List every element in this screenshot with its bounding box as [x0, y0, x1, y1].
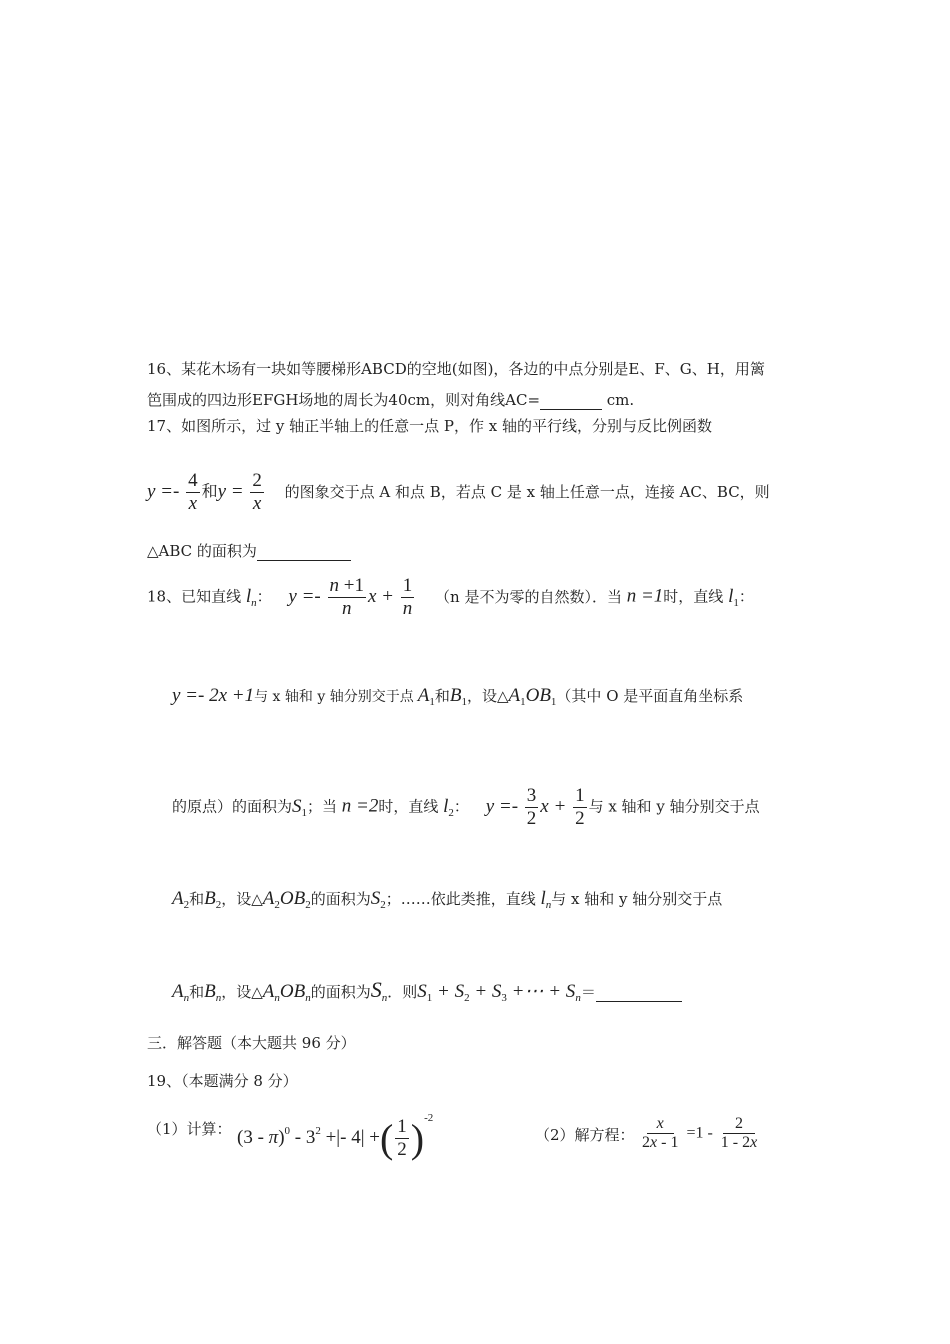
q18-row4-let: ，设△ [221, 890, 263, 908]
q18-row5-let: ，设△ [221, 983, 263, 1001]
q18-row2-note: （其中 O 是平面直角坐标系 [556, 687, 744, 705]
q19-part1-label: （1）计算： [147, 1120, 232, 1138]
q18-prefix: 18、已知直线 [147, 587, 242, 606]
point-b2: $B_2$ [204, 888, 222, 911]
answer-blank-ac [540, 391, 602, 410]
q18-row5-and: 和 [189, 983, 205, 1001]
answer-blank-area [257, 542, 351, 561]
q16-line2-text: 笆围成的四边形EFGH场地的周长为40cm，则对角线AC= [147, 391, 541, 409]
q18-row4-etc: ；……依此类推，直线 [385, 890, 536, 908]
formula-y-neg2x-plus1: y =- 2x +1 [172, 685, 255, 706]
q18-row4-intersect: 与 x 轴和 y 轴分别交于点 [551, 890, 723, 908]
q17-and: 和 [201, 481, 218, 501]
q17-line3-text: △ABC 的面积为 [147, 542, 257, 560]
q18-row3-colon: ： [453, 797, 469, 816]
triangle-a1ob1: $A_1OB_1$ [508, 685, 557, 708]
q17-line2-text: 的图象交于点 A 和点 B，若点 C 是 x 轴上任意一点，连接 AC、BC，则 [284, 482, 770, 501]
point-a2: $A_2$ [172, 888, 190, 911]
q18-row1 [147, 575, 754, 620]
q18-row5-then: ．则 [387, 983, 418, 1001]
q16-unit: cm. [602, 391, 635, 409]
formula-equation: $\frac{x}{2x - 1}$ =1 - $\frac{2}{1 - 2x}$ [642, 1115, 758, 1152]
point-b1: $B_1$ [449, 685, 467, 708]
formula-y-neg4-over-x: y =- $\frac{4}{x}$ [147, 470, 198, 514]
formula-calc: $(3 - \pi)^0 - 3^2$ +|- 4| +( $\frac{1}{2}$ )$^{-2}$ [237, 1112, 434, 1162]
point-an: $A_n$ [172, 981, 190, 1004]
q18-row3-line: 时，直线 [378, 797, 439, 816]
symbol-sn: $S_n$ [370, 977, 388, 1004]
formula-n-eq-2: n =2 [337, 795, 379, 817]
symbol-l-2: $l_2$ [438, 795, 454, 819]
q18-row5-area: 的面积为 [310, 983, 371, 1001]
q19-part1 [147, 1118, 232, 1139]
formula-n-eq-1: n =1 [621, 585, 664, 607]
answer-blank-sum [596, 983, 682, 1002]
q19-part2-label: （2）解方程： [535, 1126, 635, 1144]
triangle-a2ob2: $A_2OB_2$ [262, 888, 311, 911]
q18-equals: ＝ [580, 983, 596, 1001]
section-3-heading: 三．解答题（本大题共 96 分） [147, 1034, 356, 1052]
q18-row5 [172, 977, 682, 1004]
q18-natural-note: （n 是不为零的自然数）．当 [435, 587, 622, 606]
formula-y-2-over-x: y = $\frac{2}{x}$ [217, 470, 262, 514]
q18-row2-text: 与 x 轴和 y 轴分别交于点 [254, 689, 414, 705]
symbol-s1: $S_1$ [292, 795, 308, 819]
symbol-s2: $S_2$ [370, 888, 386, 911]
formula-sum-s: $S_1 + S_2 + S_3$ +⋯ + $S_n$ [417, 981, 581, 1004]
q18-row3-text: 的原点）的面积为 [172, 797, 293, 816]
symbol-l-n-2: $l_n$ [535, 888, 552, 911]
q18-row3-when: ；当 [307, 797, 338, 816]
q18-row4 [172, 888, 722, 911]
q17-line3 [147, 540, 351, 561]
point-bn: $B_n$ [204, 981, 222, 1004]
q19-title: 19、（本题满分 8 分） [147, 1072, 298, 1090]
q18-colon: ： [256, 587, 272, 606]
q17-line2 [147, 470, 770, 515]
q18-colon2: ： [738, 587, 754, 606]
q18-when: 时，直线 [663, 587, 724, 606]
q18-row3-intersect: 与 x 轴和 y 轴分别交于点 [588, 797, 760, 816]
q18-row3 [172, 785, 760, 830]
symbol-l-1: $l_1$ [723, 585, 739, 609]
triangle-anobn: $A_nOB_n$ [262, 981, 311, 1004]
q18-row4-area: 的面积为 [310, 890, 371, 908]
formula-line-l2: y =- $\frac{3}{2}$ x + $\frac{1}{2}$ [485, 785, 585, 829]
q16-line2 [147, 389, 634, 410]
q19-part2 [535, 1124, 635, 1145]
q16-line1: 16、某花木场有一块如等腰梯形ABCD的空地(如图)，各边的中点分别是E、F、G、H，用篱 [147, 360, 765, 378]
formula-line-ln: y =- $\frac{n +1}{n}$ x + $\frac{1}{n}$ [288, 575, 413, 619]
q18-row2-and: 和 [434, 687, 450, 705]
symbol-l-n: $l_n$ [241, 585, 257, 609]
q18-row2 [172, 685, 743, 708]
q17-line1: 17、如图所示，过 y 轴正半轴上的任意一点 P，作 x 轴的平行线，分别与反比例函数 [147, 417, 712, 435]
point-a1: $A_1$ [417, 685, 435, 708]
q18-row2-let: ，设△ [466, 687, 509, 705]
q18-row4-and: 和 [189, 890, 205, 908]
